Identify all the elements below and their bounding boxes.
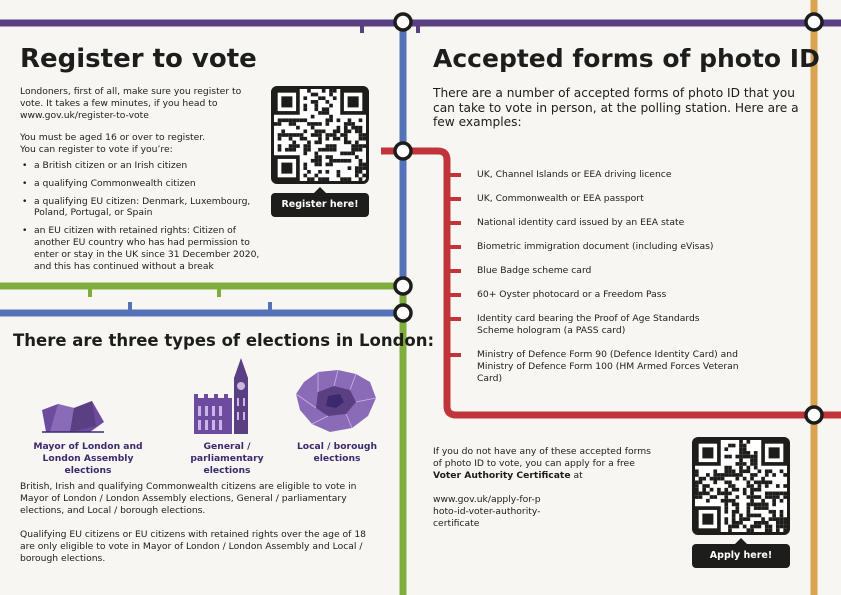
vac-name: Voter Authority Certificate (433, 469, 571, 481)
vac-url[interactable]: www.gov.uk/apply-for-photo-id-voter-authority-certificate (433, 494, 541, 529)
apply-qr-code[interactable] (692, 437, 790, 535)
register-intro: Londoners, first of all, make sure you register to vote. It takes a few minutes, if you head to www.gov.uk/register-to-vote (20, 86, 242, 121)
eligibility-list (20, 160, 265, 278)
election-type-label: Local / borough elections (296, 441, 378, 464)
id-list-item: Blue Badge scheme card (477, 265, 592, 276)
id-list-item: UK, Channel Islands or EEA driving licence (477, 169, 672, 180)
age-line: You must be aged 16 or over to register. (20, 132, 206, 143)
qr-code-icon (274, 89, 366, 181)
register-age-info (20, 132, 260, 156)
city-hall-icon (40, 398, 106, 434)
vac-text: If you do not have any of these accepted forms of photo ID to vote, you can apply for a free (433, 446, 651, 469)
photo-id-title: Accepted forms of photo ID (433, 44, 820, 73)
vac-paragraph (433, 446, 653, 481)
station-circle (806, 407, 822, 423)
apply-here-button[interactable]: Apply here! (692, 544, 790, 568)
station-circle (395, 278, 411, 294)
register-qr-code[interactable] (271, 86, 369, 184)
vac-text-end: at (570, 469, 583, 481)
id-list-item: UK, Commonwealth or EEA passport (477, 193, 644, 204)
id-list-item: Biometric immigration document (including eVisas) (477, 241, 714, 252)
list-item: • an EU citizen with retained rights: Citizen of another EU country who has had permission to enter or stay in the UK since 31 December 2020, and this has continued without a break (20, 225, 265, 272)
list-item: • a qualifying EU citizen: Denmark, Luxembourg, Poland, Portugal, or Spain (20, 196, 265, 220)
elections-title: There are three types of elections in London: (13, 331, 435, 350)
parliament-icon (192, 356, 250, 436)
eligibility-lead: You can register to vote if you’re: (20, 143, 173, 155)
eu-eligibility-paragraph: Qualifying EU citizens or EU citizens with retained rights over the age of 18 are only eligible to vote in Mayor of London / London Assembly and Local / borough elections. (20, 529, 367, 564)
qr-code-icon (695, 440, 787, 532)
photo-id-intro: There are a number of accepted forms of photo ID that you can take to vote in person, at the polling station. Here are a few examples: (433, 86, 799, 129)
election-type-label: Mayor of London and London Assembly elections (33, 441, 143, 476)
id-list-item: National identity card issued by an EEA state (477, 217, 685, 228)
register-here-button[interactable]: Register here! (271, 193, 369, 217)
id-list-item: Ministry of Defence Form 90 (Defence Identity Card) and Ministry of Defence Form 100 (HM Armed Forces Veteran Card) (477, 349, 739, 384)
station-circle (395, 305, 411, 321)
id-list-item: Identity card bearing the Proof of Age Standards Scheme hologram (a PASS card) (477, 313, 700, 336)
id-list-item: 60+ Oyster photocard or a Freedom Pass (477, 289, 667, 300)
station-circle (395, 14, 411, 30)
eligibility-paragraph: British, Irish and qualifying Commonwealth citizens are eligible to vote in Mayor of London / London Assembly elections, General / parliamentary elections, and Local / borough elections. (20, 481, 357, 516)
election-type-label: General / parliamentary elections (190, 441, 264, 476)
list-item: • a British citizen or an Irish citizen (20, 160, 265, 172)
borough-map-icon (294, 368, 378, 434)
register-title: Register to vote (20, 44, 257, 74)
list-item: • a qualifying Commonwealth citizen (20, 178, 265, 190)
station-circle (395, 143, 411, 159)
station-circle (806, 14, 822, 30)
